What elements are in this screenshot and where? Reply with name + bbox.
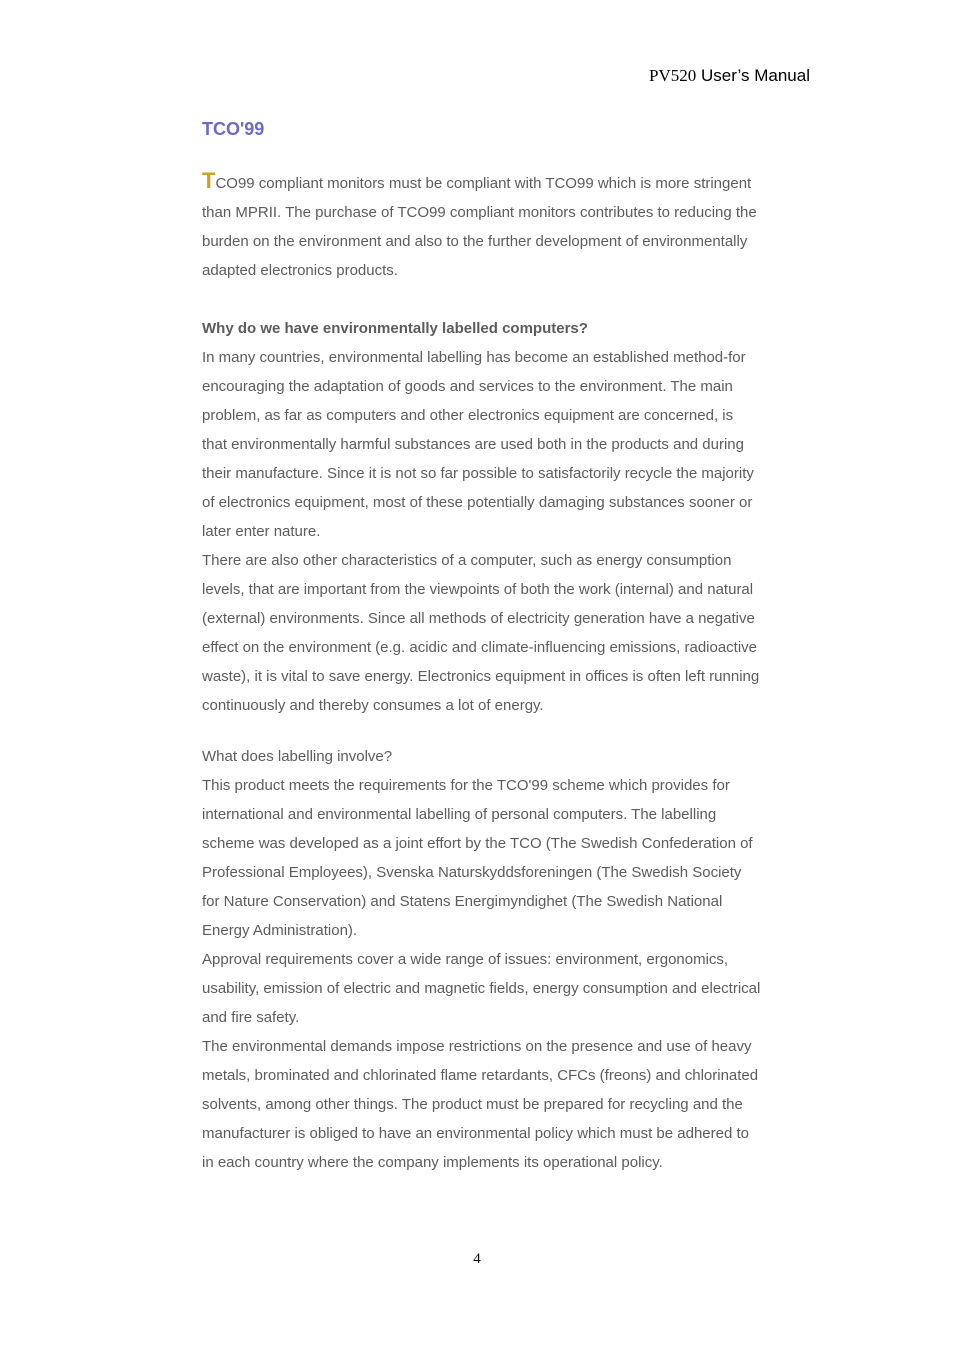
why-paragraph-1: In many countries, environmental labelling has become an established method-for encouraging the adaptation of goods and services to the environment. The main problem, as far as computers and other electronics equipment are concerned, is that environmentally harmful substances are used both in the products and during their manufacture. Since it is not so far possible to satisfactorily recycle the majority of electronics equipment, most of these potentially damaging substances sooner or later enter nature.	[202, 349, 754, 540]
what-paragraph-3: The environmental demands impose restrictions on the presence and use of heavy metals, brominated and chlorinated flame retardants, CFCs (freons) and chlorinated solvents, among other things. The product must be prepared for recycling and the manufacturer is obliged to have an environmental policy which must be adhered to in each country where the company implements its operational policy.	[202, 1038, 759, 1171]
model-name: PV520	[649, 66, 697, 85]
spacer	[202, 720, 762, 742]
why-heading: Why do we have environmentally labelled computers?	[202, 320, 588, 337]
what-paragraph-2: Approval requirements cover a wide range of issues: environment, ergonomics, usability, emission of electric and magnetic fields, energy consumption and electrical and fire safety.	[202, 951, 761, 1026]
page-number: 4	[473, 1251, 481, 1267]
page-header	[649, 66, 810, 86]
intro-paragraph	[202, 169, 762, 285]
document-body	[202, 117, 762, 1177]
what-heading: What does labelling involve?	[202, 748, 393, 765]
what-paragraph-1: This product meets the requirements for the TCO'99 scheme which provides for international and environmental labelling of personal computers. The labelling scheme was developed as a joint effort by the TCO (The Swedish Confederation of Professional Employees), Svenska Naturskyddsforeningen (The Swedish Society for Nature Conservation) and Statens Energimyndighet (The Swedish National Energy Administration).	[202, 777, 753, 939]
intro-text: CO99 compliant monitors must be compliant with TCO99 which is more stringent than MPRII. The purchase of TCO99 compliant monitors contributes to reducing the burden on the environment and also to the further development of environmentally adapted electronics products.	[202, 175, 757, 279]
drop-cap: T	[202, 168, 216, 193]
manual-title: User’s Manual	[701, 66, 810, 85]
why-paragraph-2: There are also other characteristics of a computer, such as energy consumption levels, that are important from the viewpoints of both the work (internal) and natural (external) environments. Since all methods of electricity generation have a negative effect on the environment (e.g. acidic and climate-influencing emissions, radioactive waste), it is vital to save energy. Electronics equipment in offices is often left running continuously and thereby consumes a lot of energy.	[202, 552, 760, 714]
section-title: TCO'99	[202, 119, 265, 139]
